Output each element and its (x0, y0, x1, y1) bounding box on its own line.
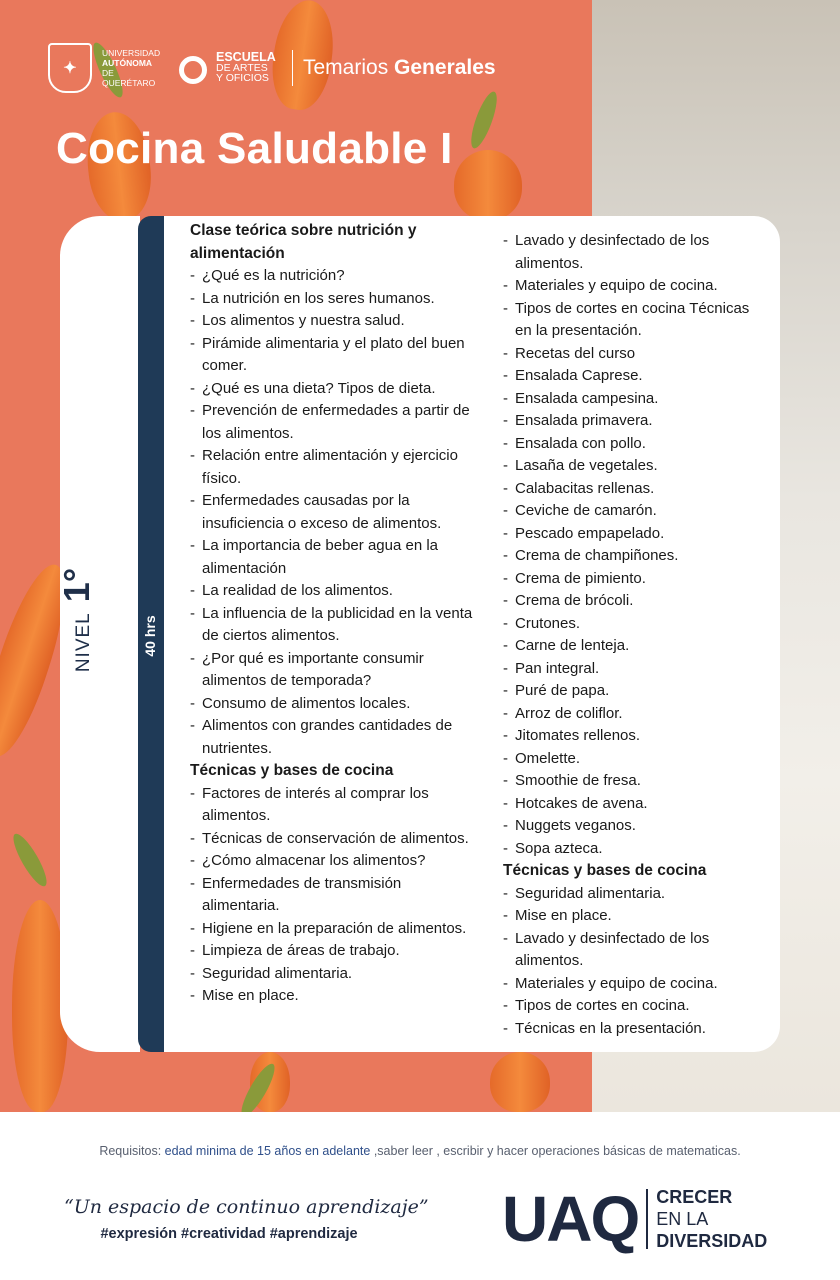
topic-item: - Ensalada campesina. (503, 388, 769, 411)
syllabus-left-column (190, 220, 476, 1008)
topic-item: - Enfermedades de transmisión alimentaria. (190, 873, 476, 918)
topic-item: - Seguridad alimentaria. (190, 963, 476, 986)
temarios-title: Temarios Generales (303, 56, 496, 79)
topic-item: - Lavado y desinfectado de los alimentos. (503, 230, 769, 275)
topic-item: - Hotcakes de avena. (503, 793, 769, 816)
topic-item: - Crema de champiñones. (503, 545, 769, 568)
topic-list (190, 783, 476, 1008)
topic-item: - Relación entre alimentación y ejercicio físico. (190, 445, 476, 490)
topic-item: - Materiales y equipo de cocina. (503, 275, 769, 298)
topic-item: - Omelette. (503, 748, 769, 771)
hours-label: 40 hrs (142, 615, 158, 657)
topic-item: - Enfermedades causadas por la insuficiencia o exceso de alimentos. (190, 490, 476, 535)
topic-item: - Carne de lenteja. (503, 635, 769, 658)
requirements-text: Requisitos: edad minima de 15 años en adelante ,saber leer , escribir y hacer operaciones básicas de matematicas. (99, 1144, 741, 1158)
topic-item: - Smoothie de fresa. (503, 770, 769, 793)
topic-item: - Arroz de coliflor. (503, 703, 769, 726)
topic-item: - Ensalada primavera. (503, 410, 769, 433)
footer (0, 1112, 840, 1280)
topic-list (503, 230, 769, 860)
topic-item: - Lasaña de vegetales. (503, 455, 769, 478)
topic-item: - Crutones. (503, 613, 769, 636)
hashtags: #expresión #creatividad #aprendizaje (100, 1226, 358, 1242)
topic-item: - Mise en place. (503, 905, 769, 928)
topic-item: - Recetas del curso (503, 343, 769, 366)
logo-divider (646, 1189, 648, 1249)
topic-item: - ¿Por qué es importante consumir alimentos de temporada? (190, 648, 476, 693)
topic-item: - Prevención de enfermedades a partir de los alimentos. (190, 400, 476, 445)
topic-item: - Ensalada Caprese. (503, 365, 769, 388)
topic-item: - La importancia de beber agua en la alimentación (190, 535, 476, 580)
topic-item: - Nuggets veganos. (503, 815, 769, 838)
level-label: NIVEL 1° (56, 567, 97, 673)
topic-item: - Limpieza de áreas de trabajo. (190, 940, 476, 963)
school-logo-icon (174, 51, 208, 85)
topic-item: - Alimentos con grandes cantidades de nutrientes. (190, 715, 476, 760)
topic-item: - Los alimentos y nuestra salud. (190, 310, 476, 333)
topic-item: - Materiales y equipo de cocina. (503, 973, 769, 996)
motto-quote: “Un espacio de continuo aprendizaje” (64, 1196, 429, 1218)
page-title: Cocina Saludable I (56, 124, 453, 173)
topic-item: - Mise en place. (190, 985, 476, 1008)
topic-item: - Lavado y desinfectado de los alimentos. (503, 928, 769, 973)
section-heading: Técnicas y bases de cocina (503, 862, 707, 879)
carrot-decoration (454, 150, 522, 220)
topic-list (190, 265, 476, 760)
topic-item: - ¿Cómo almacenar los alimentos? (190, 850, 476, 873)
carrot-leaf-decoration (466, 89, 502, 151)
topic-item: - Factores de interés al comprar los alimentos. (190, 783, 476, 828)
topic-item: - Tipos de cortes en cocina Técnicas en la presentación. (503, 298, 769, 343)
uaq-wordmark: UAQ (502, 1183, 639, 1255)
topic-item: - Crema de brócoli. (503, 590, 769, 613)
topic-item: - Técnicas de conservación de alimentos. (190, 828, 476, 851)
header-divider (292, 50, 293, 86)
uaq-crest-icon: ✦ (48, 43, 92, 93)
header-logos (48, 44, 496, 92)
school-name: ESCUELA DE ARTES Y OFICIOS (216, 50, 276, 85)
topic-item: - Ensalada con pollo. (503, 433, 769, 456)
topic-item: - Jitomates rellenos. (503, 725, 769, 748)
topic-item: - ¿Qué es una dieta? Tipos de dieta. (190, 378, 476, 401)
section-heading: Técnicas y bases de cocina (190, 762, 394, 779)
topic-item: - ¿Qué es la nutrición? (190, 265, 476, 288)
section-heading: Clase teórica sobre nutrición y alimentación (190, 222, 417, 262)
uaq-logo (502, 1184, 767, 1254)
topic-item: - Seguridad alimentaria. (503, 883, 769, 906)
topic-item: - Pirámide alimentaria y el plato del buen comer. (190, 333, 476, 378)
topic-item: - Tipos de cortes en cocina. (503, 995, 769, 1018)
topic-item: - Puré de papa. (503, 680, 769, 703)
topic-item: - Pescado empapelado. (503, 523, 769, 546)
slogan: CRECER EN LA DIVERSIDAD (656, 1187, 768, 1251)
topic-item: - La nutrición en los seres humanos. (190, 288, 476, 311)
topic-item: - Consumo de alimentos locales. (190, 693, 476, 716)
topic-item: - La realidad de los alimentos. (190, 580, 476, 603)
topic-item: - Sopa azteca. (503, 838, 769, 861)
topic-item: - Calabacitas rellenas. (503, 478, 769, 501)
carrot-leaf-decoration (8, 830, 52, 890)
topic-item: - La influencia de la publicidad en la venta de ciertos alimentos. (190, 603, 476, 648)
university-name: UNIVERSIDAD AUTÓNOMA DE QUERÉTARO (102, 48, 161, 88)
topic-item: - Ceviche de camarón. (503, 500, 769, 523)
topic-item: - Crema de pimiento. (503, 568, 769, 591)
carrot-decoration (490, 1052, 550, 1112)
topic-item: - Pan integral. (503, 658, 769, 681)
topic-item: - Higiene en la preparación de alimentos. (190, 918, 476, 941)
topic-item: - Técnicas en la presentación. (503, 1018, 769, 1041)
syllabus-right-column (503, 230, 769, 1040)
topic-list (503, 883, 769, 1041)
